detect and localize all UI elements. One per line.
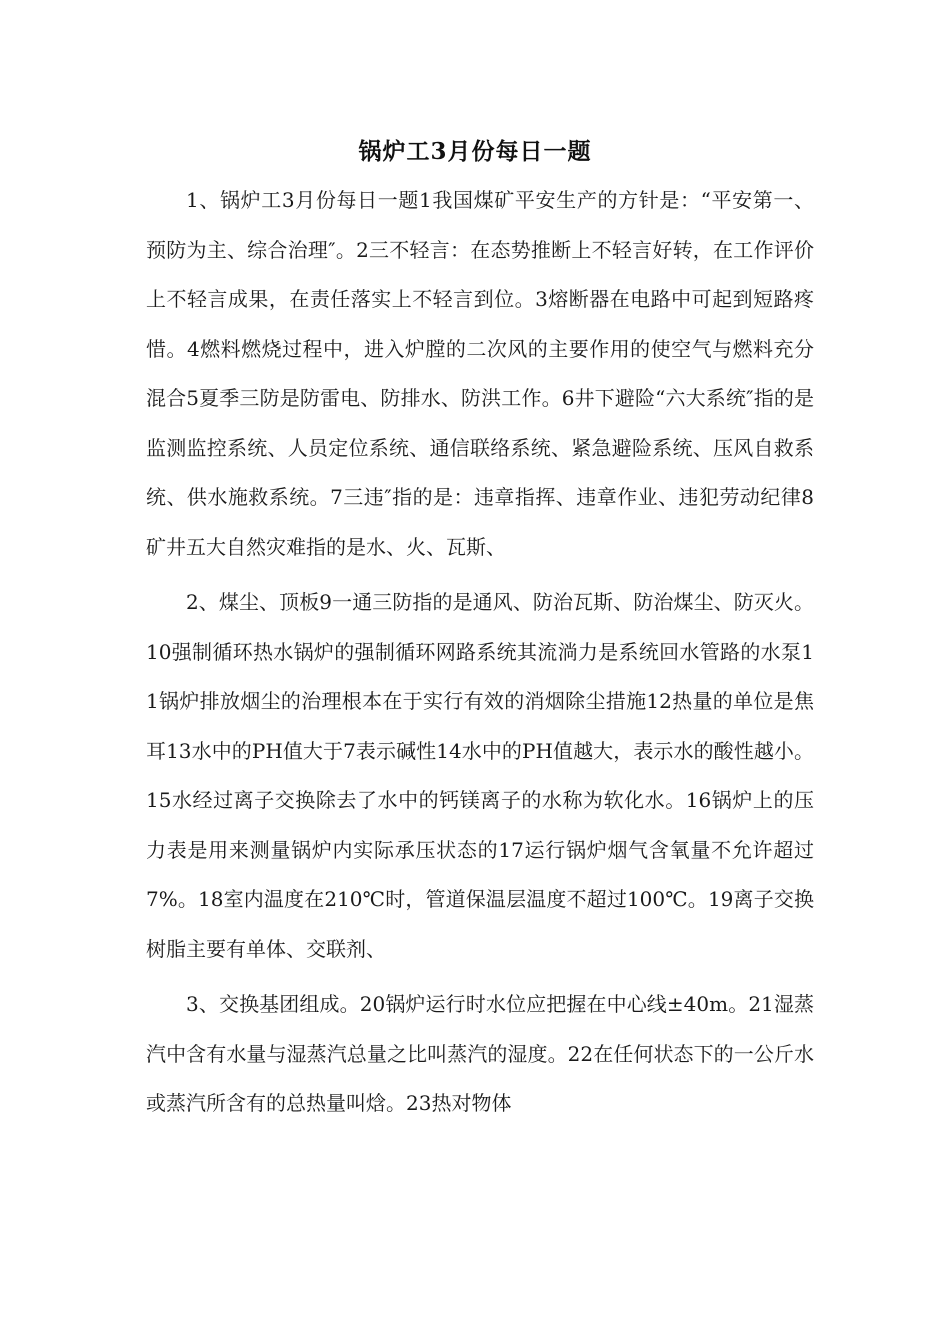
document-body	[146, 176, 814, 1135]
document-title: 锅炉工3月份每日一题	[358, 138, 592, 165]
paragraph-2: 2、煤尘、顶板9一通三防指的是通风、防治瓦斯、防治煤尘、防灭火。10强制循环热水锅炉的强制循环网路系统其流淌力是系统回水管路的水泵11锅炉排放烟尘的治理根本在于实行有效的消烟除尘措施12热量的单位是焦耳13水中的PH值大于7表示碱性14水中的PH值越大，表示水的酸性越小。15水经过离子交换除去了水中的钙镁离子的水称为软化水。16锅炉上的压力表是用来测量锅炉内实际承压状态的17运行锅炉烟气含氧量不允许超过7%。18室内温度在210℃时，管道保温层温度不超过100℃。19离子交换树脂主要有单体、交联剂、	[146, 590, 814, 961]
paragraph-1: 1、锅炉工3月份每日一题1我国煤矿平安生产的方针是：“平安第一、预防为主、综合治理″。2三不轻言：在态势推断上不轻言好转，在工作评价上不轻言成果，在责任落实上不轻言到位。3熔断器在电路中可起到短路疼惜。4燃料燃烧过程中，进入炉膛的二次风的主要作用的使空气与燃料充分混合5夏季三防是防雷电、防排水、防洪工作。6井下避险“六大系统″指的是监测监控系统、人员定位系统、通信联络系统、紧急避险系统、压风自救系统、供水施救系统。7三违″指的是：违章指挥、违章作业、违犯劳动纪律8矿井五大自然灾难指的是水、火、瓦斯、	[146, 188, 814, 559]
paragraph-3: 3、交换基团组成。20锅炉运行时水位应把握在中心线±40m。21湿蒸汽中含有水量与湿蒸汽总量之比叫蒸汽的湿度。22在任何状态下的一公斤水或蒸汽所含有的总热量叫焓。23热对物体	[146, 992, 814, 1115]
